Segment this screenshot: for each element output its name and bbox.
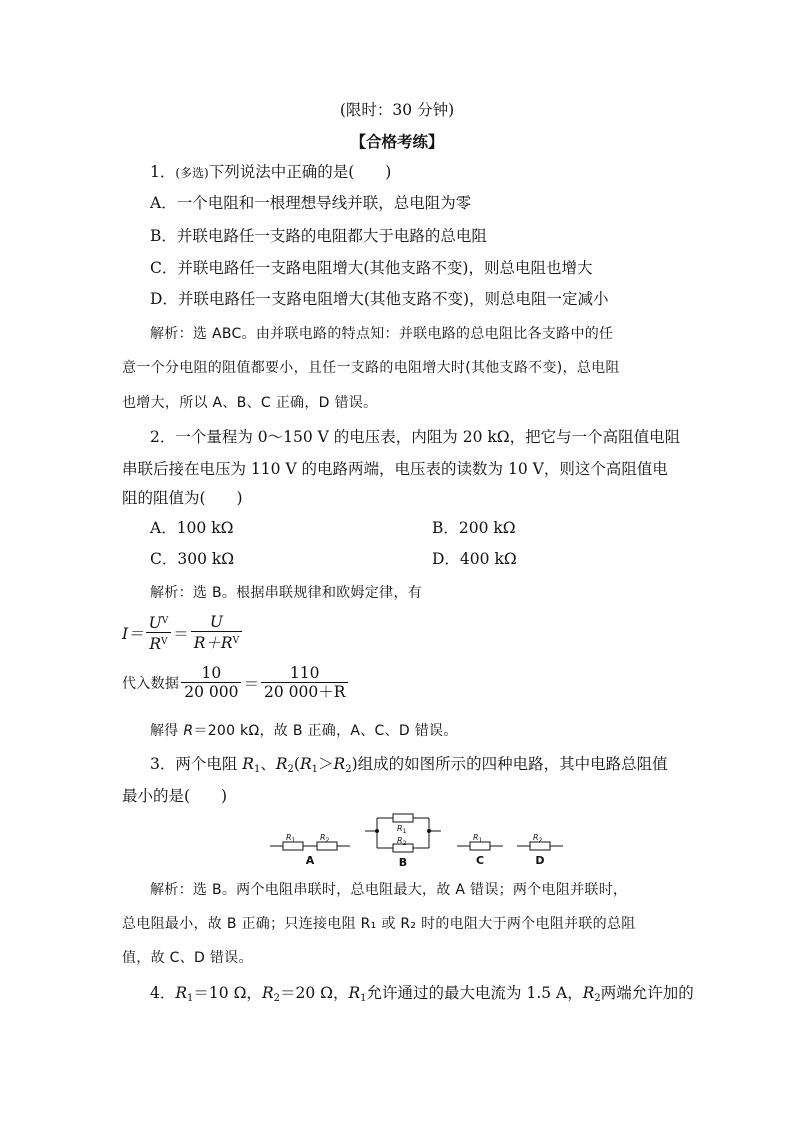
q2-option-b: B．200 kΩ xyxy=(432,519,516,537)
q2-option-d: D．400 kΩ xyxy=(432,550,517,568)
circuit-a-r2-label: $R_2$ xyxy=(320,833,330,844)
q2-formula-substitution: 代入数据 $\frac{10}{20 000}$ ＝ $\frac{110}{20 000+R}$ xyxy=(122,664,350,701)
circuit-b-r2-label: $R_2$ xyxy=(397,836,407,847)
q1-option-b: B．并联电路任一支路的电阻都大于电路的总电阻 xyxy=(150,227,487,245)
q3-stem-line-1: 3．两个电阻 $R_1$、$R_2(R_1>R_2)$组成的如图所示的四种电路，其中电路总阻值 xyxy=(150,755,668,775)
q3-solution-line-2: 总电阻最小，故 B 正确；只连接电阻 R₁ 或 R₂ 时的电阻大于两个电阻并联的总阻 xyxy=(122,916,636,932)
circuit-label-b: B xyxy=(398,856,408,869)
q3-solution-line-3: 值，故 C、D 错误。 xyxy=(122,950,253,966)
circuit-d-r2-label: $R_2$ xyxy=(533,833,543,844)
q2-stem-line-3: 阻的阻值为( ) xyxy=(122,489,243,507)
fraction-u-over-total-r: $\frac{U}{R+R^V}$ xyxy=(191,613,242,652)
fraction-uv-over-rv: $\frac{U^V}{R^V}$ xyxy=(146,612,172,653)
q3-solution-line-1: 解析：选 B。两个电阻串联时，总电阻最大，故 A 错误；两个电阻并联时， xyxy=(150,882,628,898)
circuit-label-d: D xyxy=(535,854,545,867)
q2-option-a: A．100 kΩ xyxy=(150,519,234,537)
q1-option-c: C．并联电路任一支路电阻增大(其他支路不变)，则总电阻也增大 xyxy=(150,259,593,277)
section-title: 【合格考练】 xyxy=(350,132,444,151)
q1-solution-line-2: 意一个分电阻的阻值都要小，且任一支路的电阻增大时(其他支路不变)，总电阻 xyxy=(122,360,620,376)
circuit-c-r1-label: $R_1$ xyxy=(473,833,483,844)
q2-result: 解得 R＝200 kΩ，故 B 正确，A、C、D 错误。 xyxy=(150,723,458,739)
q1-multiselect-tag: (多选) xyxy=(175,166,209,180)
circuit-label-c: C xyxy=(475,854,485,867)
q2-solution-intro: 解析：选 B。根据串联规律和欧姆定律，有 xyxy=(150,585,423,601)
q2-stem-line-2: 串联后接在电压为 110 V 的电路两端，电压表的读数为 10 V，则这个高阻值电 xyxy=(122,460,668,478)
fraction-110-over-20000-plus-r: $\frac{110}{20 000+R}$ xyxy=(261,664,348,701)
q1-solution-line-1: 解析：选 ABC。由并联电路的特点知：并联电路的总电阻比各支路中的任 xyxy=(150,326,614,342)
q1-option-d: D．并联电路任一支路电阻增大(其他支路不变)，则总电阻一定减小 xyxy=(150,290,609,308)
q2-formula-ohm: I＝ $\frac{U^V}{R^V}$ ＝ $\frac{U}{R+R^V}$ xyxy=(122,612,244,653)
time-limit: (限时：30 分钟) xyxy=(339,101,455,119)
q4-stem-line-1: 4．$R_1=10$ Ω，$R_2=20$ Ω，$R_1$允许通过的最大电流为 1.5 A，$R_2$两端允许加的 xyxy=(150,984,694,1004)
q1-option-a: A．一个电阻和一根理想导线并联，总电阻为零 xyxy=(150,194,472,212)
fraction-10-over-20000: $\frac{10}{20 000}$ xyxy=(181,664,241,701)
q2-stem-line-1: 2．一个量程为 0～150 V 的电压表，内阻为 20 kΩ，把它与一个高阻值电阻 xyxy=(150,428,681,446)
circuit-label-a: A xyxy=(305,854,315,867)
circuit-b-r1-label: $R_1$ xyxy=(397,824,407,835)
q3-stem-line-2: 最小的是( ) xyxy=(122,787,228,805)
q1-solution-line-3: 也增大，所以 A、B、C 正确，D 错误。 xyxy=(122,395,378,411)
q3-circuit-figure xyxy=(265,806,565,870)
circuit-a-r1-label: $R_1$ xyxy=(286,833,296,844)
q2-option-c: C．300 kΩ xyxy=(150,550,235,568)
q1-stem: 1．(多选)下列说法中正确的是( ) xyxy=(150,163,392,181)
